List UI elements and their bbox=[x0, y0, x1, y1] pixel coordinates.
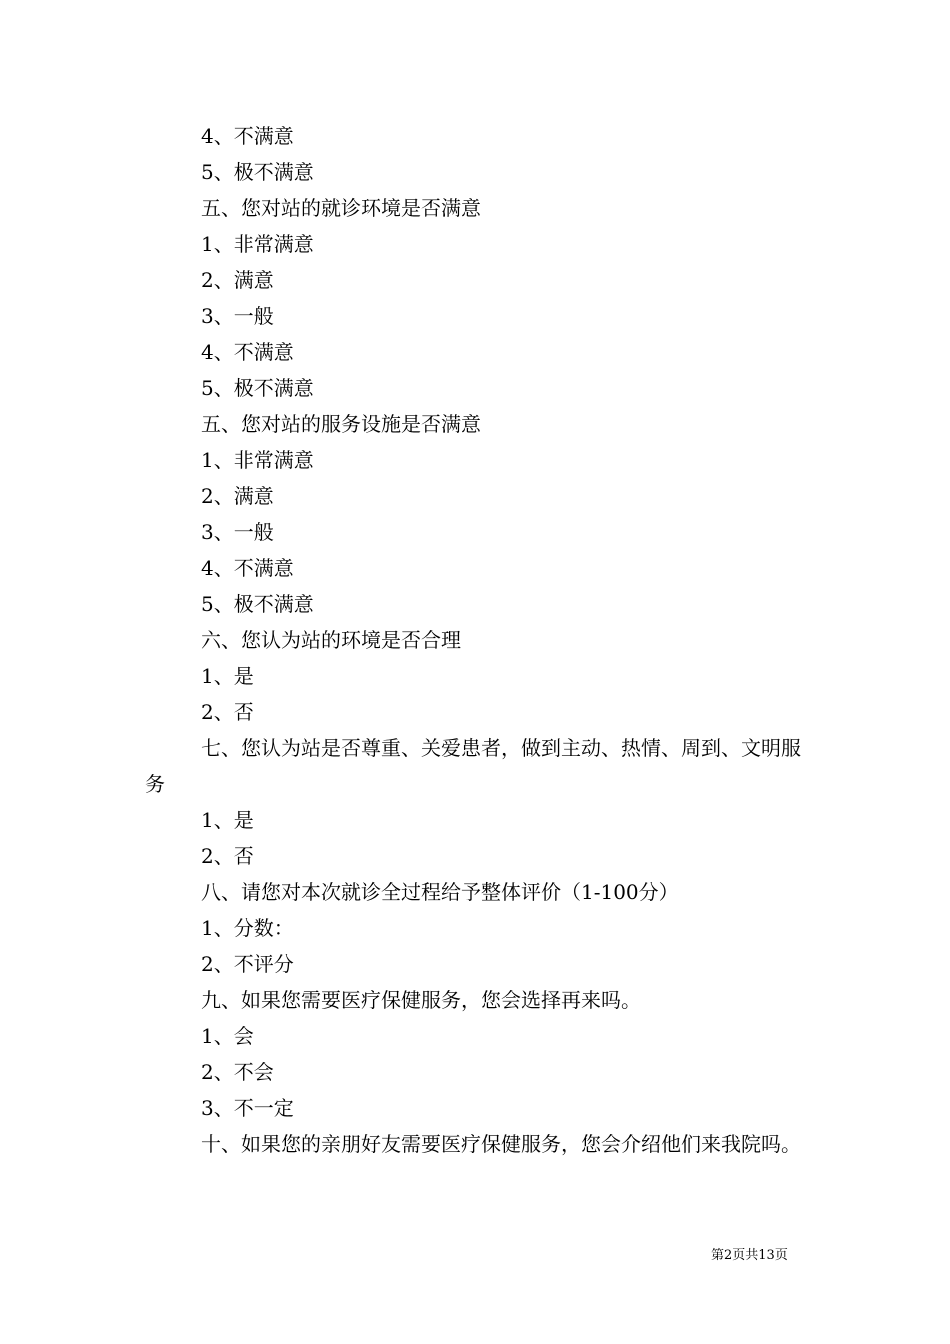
page-number-footer: 第2页共13页 bbox=[711, 1248, 788, 1263]
question-paragraph: 十、如果您的亲朋好友需要医疗保健服务，您会介绍他们来我院吗。 bbox=[201, 1132, 801, 1156]
option-line: 4、不满意 bbox=[201, 124, 294, 148]
question-paragraph: 七、您认为站是否尊重、关爱患者，做到主动、热情、周到、文明服务 bbox=[145, 736, 801, 796]
option-line: 1、非常满意 bbox=[201, 448, 314, 472]
option-line: 2、满意 bbox=[201, 484, 274, 508]
option-line: 2、不会 bbox=[201, 1060, 274, 1084]
option-line: 5、极不满意 bbox=[201, 592, 314, 616]
question-line: 六、您认为站的环境是否合理 bbox=[201, 628, 461, 652]
option-line: 1、分数： bbox=[201, 916, 294, 940]
question-line: 五、您对站的服务设施是否满意 bbox=[201, 412, 481, 436]
option-line: 2、否 bbox=[201, 700, 254, 724]
question-line: 五、您对站的就诊环境是否满意 bbox=[201, 196, 481, 220]
option-line: 4、不满意 bbox=[201, 556, 294, 580]
option-line: 4、不满意 bbox=[201, 340, 294, 364]
option-line: 2、满意 bbox=[201, 268, 274, 292]
option-line: 5、极不满意 bbox=[201, 376, 314, 400]
option-line: 2、否 bbox=[201, 844, 254, 868]
option-line: 3、一般 bbox=[201, 520, 274, 544]
option-line: 3、不一定 bbox=[201, 1096, 294, 1120]
option-line: 5、极不满意 bbox=[201, 160, 314, 184]
question-line: 八、请您对本次就诊全过程给予整体评价（1-100分） bbox=[201, 880, 679, 904]
option-line: 2、不评分 bbox=[201, 952, 294, 976]
option-line: 1、会 bbox=[201, 1024, 254, 1048]
option-line: 3、一般 bbox=[201, 304, 274, 328]
document-body bbox=[145, 118, 815, 1162]
option-line: 1、是 bbox=[201, 664, 254, 688]
option-line: 1、非常满意 bbox=[201, 232, 314, 256]
option-line: 1、是 bbox=[201, 808, 254, 832]
question-line: 九、如果您需要医疗保健服务，您会选择再来吗。 bbox=[201, 988, 641, 1012]
